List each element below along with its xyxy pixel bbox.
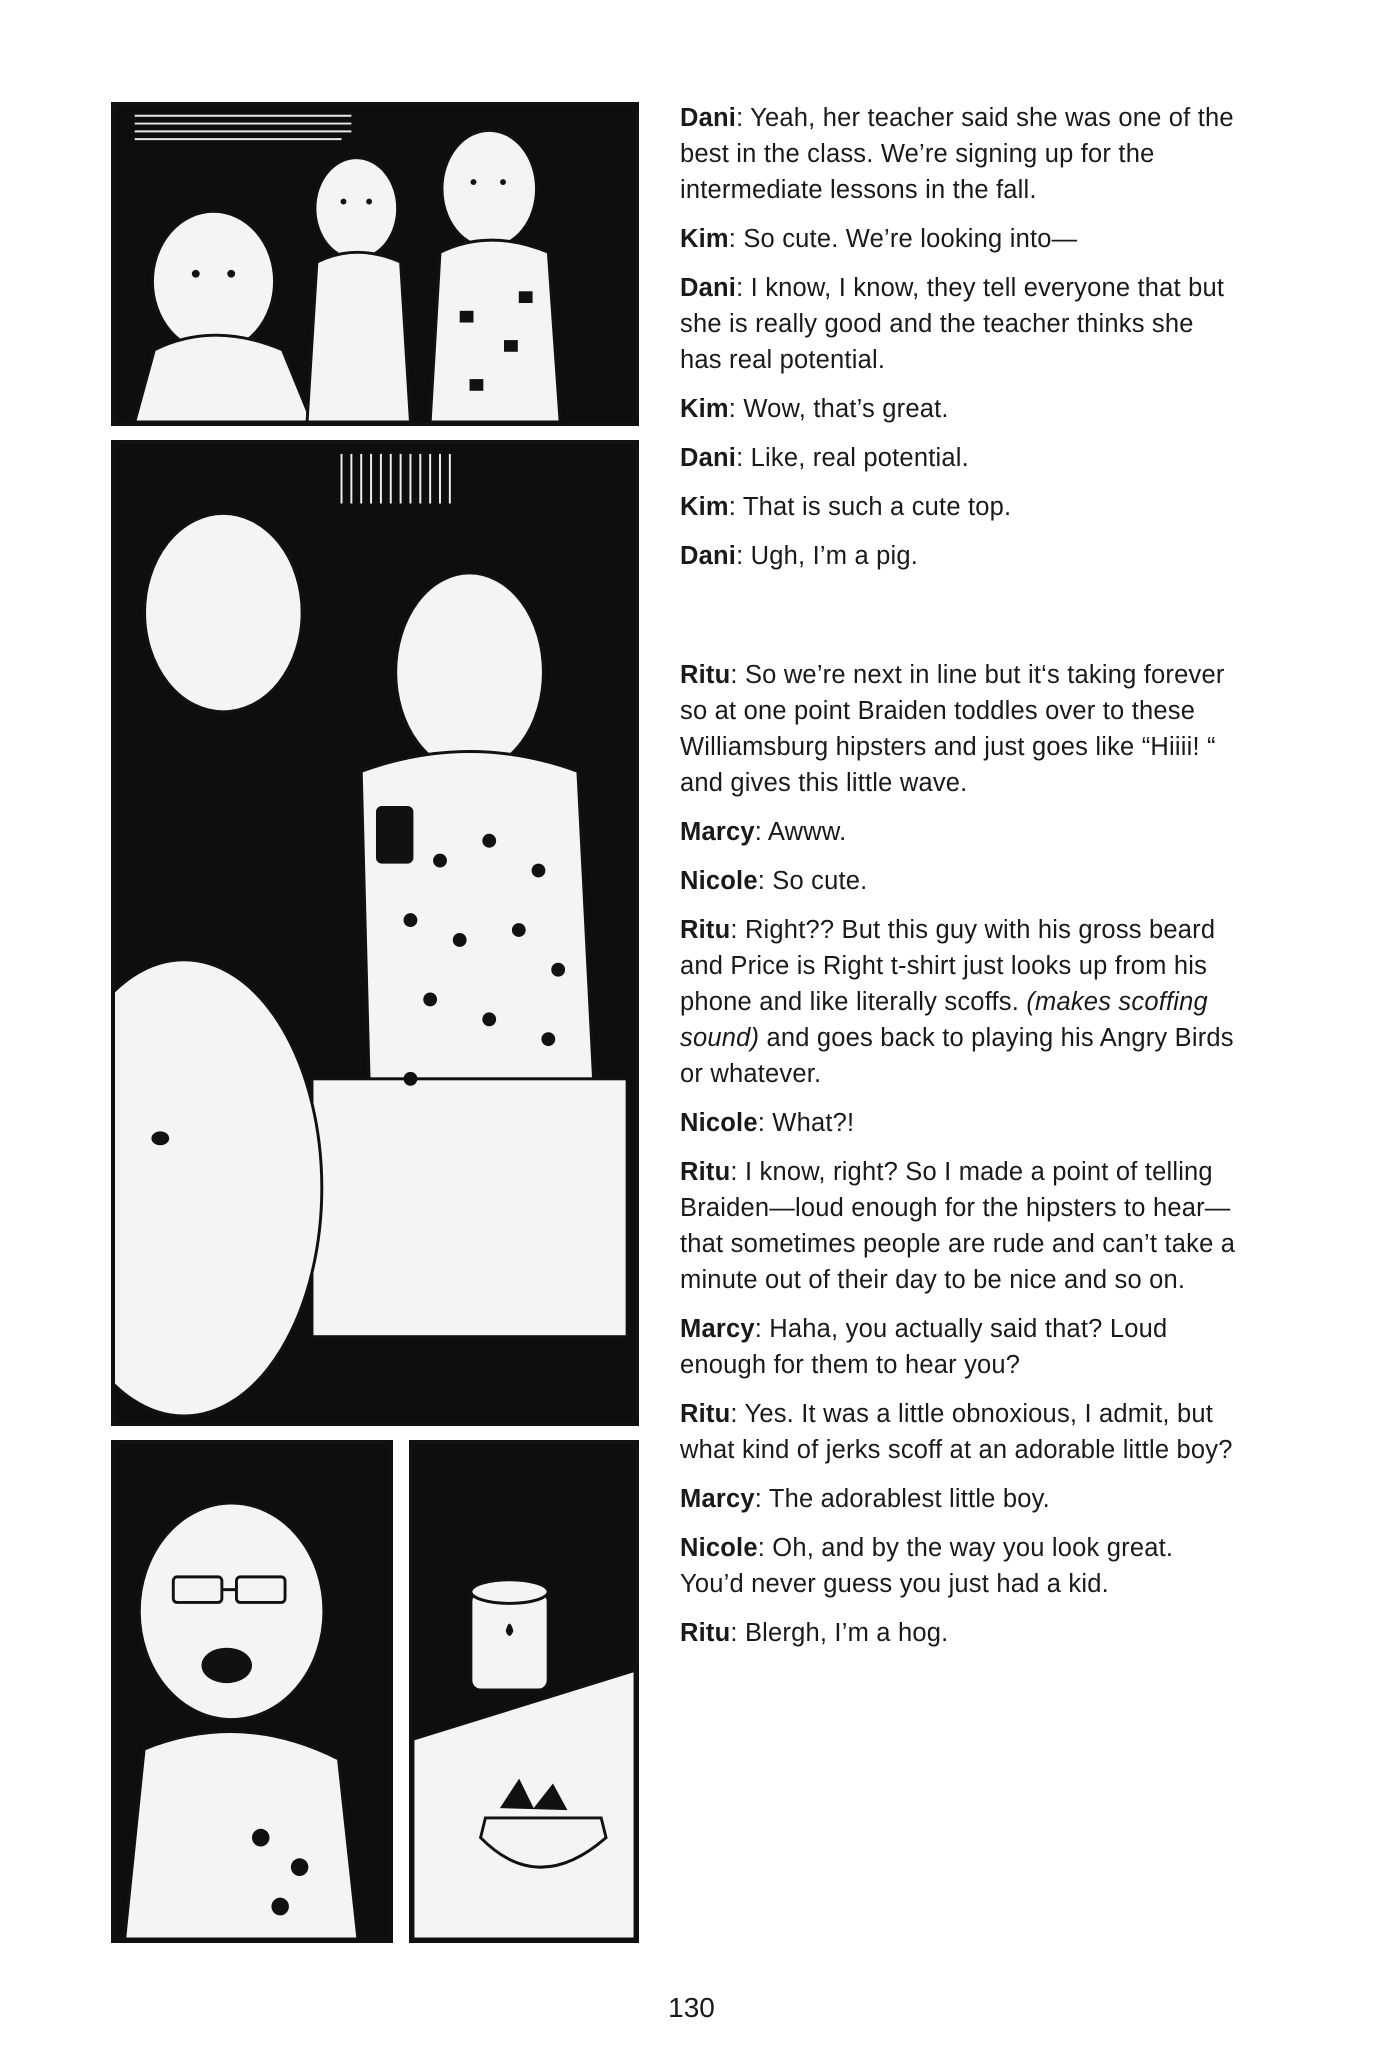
- speaker-name: Kim: [680, 395, 729, 423]
- comic-panel-three-women-party: [111, 102, 639, 426]
- speaker-name: Dani: [680, 444, 737, 472]
- comic-panel-women-on-couch: [111, 440, 639, 1426]
- dialogue-line: [680, 1615, 1240, 1651]
- dialogue-line: [680, 657, 1240, 801]
- dialogue-line: [680, 221, 1240, 257]
- dialogue-line: [680, 814, 1240, 850]
- group-spacer: [680, 587, 1240, 657]
- dialogue-text-continued: and goes back to playing his Angry Birds or whatever.: [680, 1024, 1234, 1088]
- dialogue-text: : The adorablest little boy.: [754, 1485, 1050, 1513]
- panel-illustration: [413, 1444, 635, 1939]
- dialogue-text: : Ugh, I’m a pig.: [736, 542, 919, 570]
- dialogue-text: : Haha, you actually said that? Loud enough for them to hear you?: [680, 1315, 1168, 1379]
- comic-panel-woman-glasses-laughing: [111, 1440, 393, 1943]
- dialogue-line: [680, 270, 1240, 378]
- dialogue-text: : Yeah, her teacher said she was one of the best in the class. We’re signing up for the intermediate lessons in the fall.: [680, 104, 1234, 204]
- speaker-name: Dani: [680, 274, 737, 302]
- dialogue-line: [680, 538, 1240, 574]
- speaker-name: Marcy: [680, 1315, 755, 1343]
- dialogue-group-dani-kim: [680, 100, 1240, 574]
- comic-panel-candle-and-bowl: [409, 1440, 639, 1943]
- speaker-name: Marcy: [680, 818, 755, 846]
- dialogue-text: : Awww.: [754, 818, 847, 846]
- dialogue-text: : Blergh, I’m a hog.: [730, 1619, 949, 1647]
- speaker-name: Ritu: [680, 661, 731, 689]
- stage-direction: (makes scoffing sound): [680, 988, 1208, 1052]
- dialogue-line: [680, 1311, 1240, 1383]
- dialogue-line: [680, 489, 1240, 525]
- speaker-name: Ritu: [680, 916, 731, 944]
- dialogue-text: : Oh, and by the way you look great. You’d never guess you just had a kid.: [680, 1534, 1174, 1598]
- dialogue-line: [680, 1396, 1240, 1468]
- dialogue-text: : So we’re next in line but it‘s taking forever so at one point Braiden toddles over to these Williamsburg hipsters and just goes like “Hiiii! “ and gives this little wave.: [680, 661, 1225, 797]
- speaker-name: Nicole: [680, 1109, 758, 1137]
- dialogue-text: : What?!: [757, 1109, 855, 1137]
- dialogue-text: : I know, right? So I made a point of telling Braiden—loud enough for the hipsters to hear—that sometimes people are rude and can’t take a minute out of their day to be nice and so on.: [680, 1158, 1236, 1294]
- dialogue-line: [680, 1105, 1240, 1141]
- speaker-name: Nicole: [680, 1534, 758, 1562]
- dialogue-text: : Wow, that’s great.: [728, 395, 949, 423]
- speaker-name: Ritu: [680, 1158, 731, 1186]
- speaker-name: Ritu: [680, 1619, 731, 1647]
- speaker-name: Ritu: [680, 1400, 731, 1428]
- dialogue-line: [680, 440, 1240, 476]
- speaker-name: Marcy: [680, 1485, 755, 1513]
- dialogue-group-ritu-marcy-nicole: [680, 657, 1240, 1651]
- dialogue-line: [680, 863, 1240, 899]
- dialogue-line: [680, 912, 1240, 1092]
- dialogue-line: [680, 1154, 1240, 1298]
- speaker-name: Nicole: [680, 867, 758, 895]
- page-number: 130: [668, 1992, 715, 2023]
- dialogue-line: [680, 100, 1240, 208]
- speaker-name: Kim: [680, 225, 729, 253]
- dialogue-text: : I know, I know, they tell everyone that but she is really good and the teacher thinks she has real potential.: [680, 274, 1225, 374]
- dialogue-text: : So cute.: [757, 867, 868, 895]
- dialogue-line: [680, 1530, 1240, 1602]
- dialogue-text: : Like, real potential.: [736, 444, 969, 472]
- speaker-name: Kim: [680, 493, 729, 521]
- panel-illustration: [115, 1444, 389, 1939]
- dialogue-line: [680, 391, 1240, 427]
- dialogue-transcript: [680, 100, 1240, 1664]
- dialogue-text: : That is such a cute top.: [728, 493, 1012, 521]
- speaker-name: Dani: [680, 542, 737, 570]
- dialogue-text: : Right?? But this guy with his gross beard and Price is Right t-shirt just looks up from his phone and like literally scoffs.: [680, 916, 1216, 1016]
- dialogue-line: [680, 1481, 1240, 1517]
- panel-illustration: [115, 444, 635, 1422]
- dialogue-text: : So cute. We’re looking into—: [728, 225, 1078, 253]
- speaker-name: Dani: [680, 104, 737, 132]
- dialogue-text: : Yes. It was a little obnoxious, I admit, but what kind of jerks scoff at an adorable little boy?: [680, 1400, 1233, 1464]
- panel-illustration: [115, 106, 635, 422]
